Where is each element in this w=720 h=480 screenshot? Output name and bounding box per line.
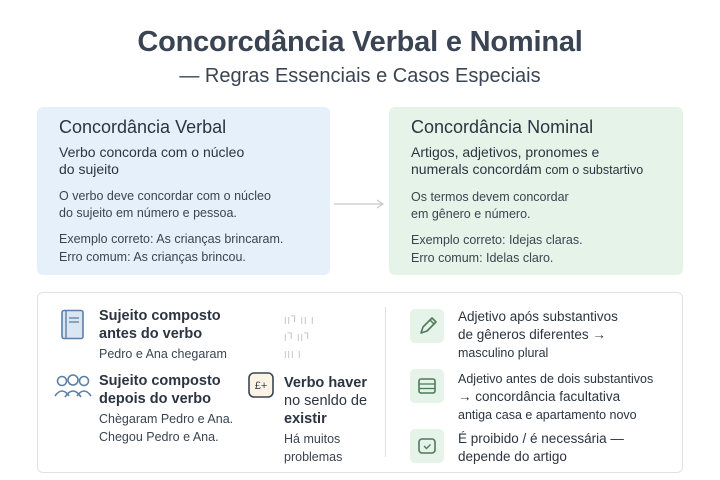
case-proibido-line2: depende do artigo — [458, 449, 567, 464]
special-cases-panel — [37, 292, 683, 473]
svg-text:£+: £+ — [254, 380, 268, 392]
verbal-desc-line2: do sujeito em número e pessoa. — [59, 206, 237, 220]
verbal-desc-line1: O verbo deve concordar com o núcleo — [59, 189, 271, 203]
verbal-lead-line1: Verbo concorda com o núcleo — [59, 144, 245, 160]
nominal-desc-line1: Os termos devem concordar — [411, 190, 569, 204]
nominal-lead — [411, 144, 661, 179]
case-composto-antes-title1: Sujeito composto — [99, 308, 221, 324]
nominal-lead-line2a: numerals concordám — [411, 161, 542, 177]
case-composto-antes-title2: antes do verbo — [99, 326, 203, 342]
verbal-description — [59, 188, 308, 222]
nominal-lead-line1: Artigos, adjetivos, pronomes e — [411, 144, 600, 160]
case-adjetivo-antes — [458, 370, 653, 424]
nominal-example-wrong: Erro comum: Idelas claro. — [411, 251, 554, 265]
verbal-lead-line2: do sujeito — [59, 161, 119, 177]
case-adjetivo-antes-line1: Adjetivo antes de dois substantivos — [458, 372, 654, 386]
book-icon — [60, 309, 86, 341]
case-composto-depois — [99, 372, 233, 446]
case-composto-antes-example: Pedro e Ana chegaram — [99, 347, 227, 361]
verbal-card — [37, 107, 330, 275]
panel-divider — [385, 307, 386, 457]
case-haver — [284, 374, 367, 466]
people-icon — [54, 373, 92, 399]
case-adjetivo-antes-line3: antiga casa e apartamento novo — [458, 408, 637, 422]
list-icon-box — [410, 369, 444, 403]
case-adjetivo-antes-line2: → concordância facultativa — [458, 389, 621, 404]
nominal-lead-line2 — [411, 161, 661, 179]
case-adjetivo-apos-line1: Adjetivo após substantivos — [458, 309, 618, 324]
pencil-icon-box — [410, 309, 444, 343]
nominal-card — [389, 107, 683, 275]
nominal-title: Concordância Nominal — [411, 117, 594, 137]
case-haver-title2: no senldo de — [284, 393, 368, 409]
nominal-examples — [411, 231, 661, 267]
case-haver-example1: Há muitos — [284, 432, 341, 446]
case-haver-title1: Verbo haver — [284, 375, 368, 391]
arrow-right-icon — [332, 197, 388, 211]
page-title: Concorcdância Verbal e Nominal — [137, 26, 583, 58]
case-composto-depois-title1: Sujeito composto — [99, 373, 221, 389]
case-composto-depois-title2: depois do verbo — [99, 391, 211, 407]
faint-text-line1: ꞁꞁꞀ ꞁꞁ ꞁ — [284, 314, 315, 324]
case-haver-example2: problemas — [284, 450, 343, 464]
case-proibido — [458, 430, 624, 466]
faint-text-line3: ꞁꞁꞁ ꞁ — [284, 348, 302, 358]
nominal-example-correct: Exemplo correto: Idejas claras. — [411, 233, 583, 247]
verbal-example-correct: Exemplo correto: As crianças brincaram. — [59, 232, 284, 246]
check-icon — [410, 429, 444, 463]
case-composto-antes — [99, 307, 227, 363]
case-composto-depois-example1: Chègaram Pedro e Ana. — [99, 412, 234, 426]
note-icon — [247, 371, 275, 399]
check-icon-box — [410, 429, 444, 463]
nominal-desc-line2: em gênero e número. — [411, 207, 531, 221]
case-composto-depois-example2: Chegou Pedro e Ana. — [99, 430, 219, 444]
nominal-description — [411, 189, 661, 223]
case-adjetivo-apos-line2: de gêneros diferentes → — [458, 327, 606, 342]
page-subtitle: — Regras Essenciais e Casos Especiais — [179, 65, 541, 87]
nominal-lead-line2b: com o substartivo — [541, 163, 644, 177]
verbal-example-wrong: Erro comum: As crianças brincou. — [59, 250, 246, 264]
verbal-lead — [59, 144, 308, 178]
faint-text — [284, 311, 315, 362]
faint-text-line2: ꞁꞀ ꞁꞁꞀ — [284, 331, 311, 341]
case-adjetivo-apos-line3: masculino plural — [458, 346, 549, 360]
case-haver-title3: existir — [284, 411, 327, 427]
case-adjetivo-apos — [458, 308, 618, 362]
list-icon — [410, 369, 444, 403]
pencil-icon — [410, 309, 444, 343]
case-proibido-line1: É proibido / é necessária — — [458, 431, 624, 446]
verbal-examples — [59, 230, 308, 266]
verbal-title: Concordância Verbal — [59, 117, 227, 137]
